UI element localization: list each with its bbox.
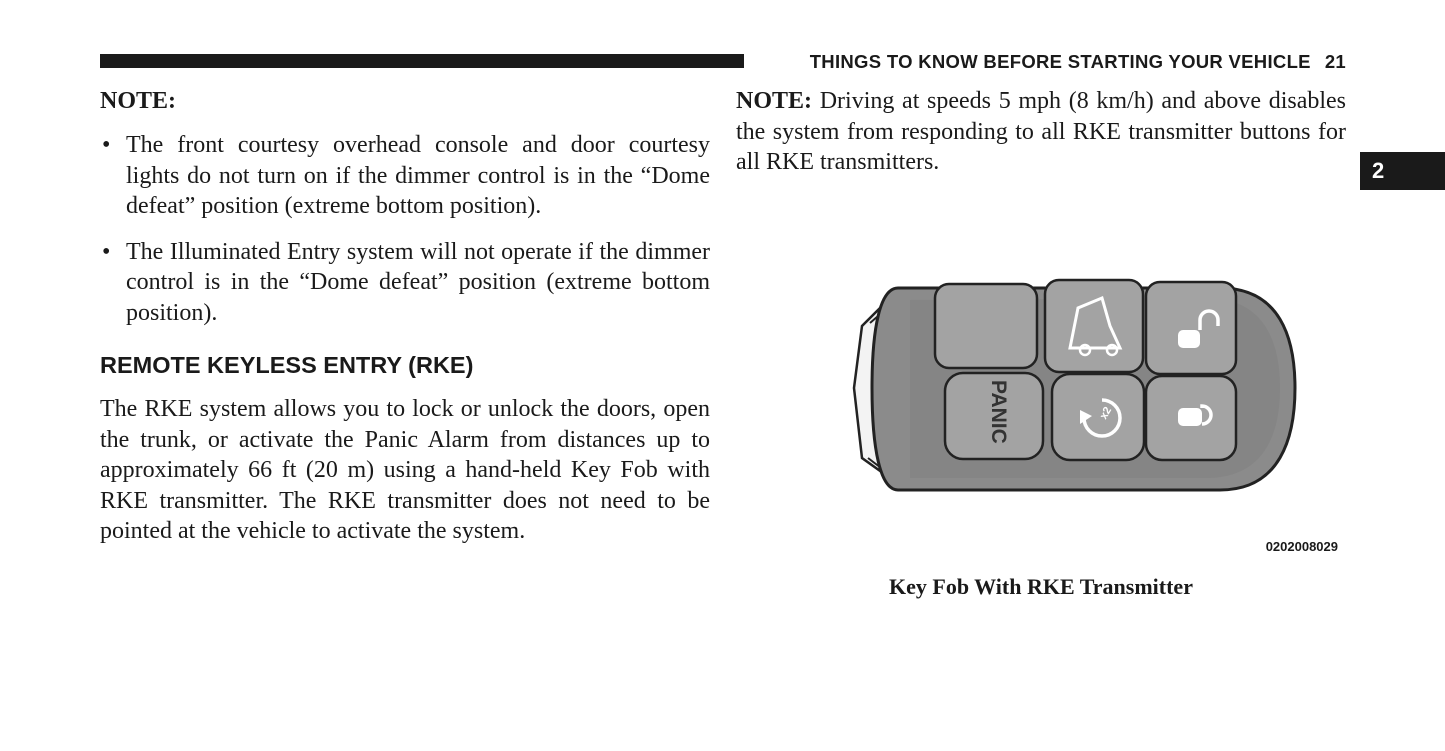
section-heading: REMOTE KEYLESS ENTRY (RKE) <box>100 352 474 378</box>
body-paragraph: The RKE system allows you to lock or unlock the doors, open the trunk, or activate the Panic Alarm from distances up to approximately 66 ft (20 m) using a hand-held Key Fob with RKE transmitter. The RKE transmitter does not need to be pointed at the vehicle to activate the system. <box>100 396 710 544</box>
chapter-tab: 2 <box>1360 152 1445 190</box>
bullet-text: The Illuminated Entry system will not operate if the dimmer control is in the “Dome defeat” position (extreme bottom position). <box>126 238 710 326</box>
right-column <box>736 86 1346 178</box>
note-text: Driving at speeds 5 mph (8 km/h) and above disables the system from responding to all RKE transmitter buttons for all RKE transmitters. <box>736 88 1347 175</box>
lock-icon <box>1178 408 1202 426</box>
header-title: THINGS TO KNOW BEFORE STARTING YOUR VEHICLE <box>809 51 1311 72</box>
header-rule <box>100 54 744 68</box>
running-header <box>760 51 1346 73</box>
note-paragraph <box>736 86 1346 178</box>
list-item <box>100 130 710 222</box>
bullet-text: The front courtesy overhead console and door courtesy lights do not turn on if the dimmer control is in the “Dome defeat” position (extreme bottom position). <box>126 132 710 219</box>
key-fob-illustration <box>840 268 1310 508</box>
note-label: NOTE: <box>100 88 177 114</box>
panic-label: PANIC <box>987 380 1010 444</box>
svg-text:x2: x2 <box>1097 404 1115 422</box>
left-column <box>100 86 710 547</box>
unlock-button <box>1146 282 1236 374</box>
unlock-icon <box>1178 330 1200 348</box>
bullet-icon: • <box>102 238 111 265</box>
trunk-button <box>1045 280 1143 372</box>
note-label: NOTE: <box>736 88 813 114</box>
figure-id: 0202008029 <box>1265 539 1338 554</box>
page-number: 21 <box>1324 51 1346 72</box>
bullet-icon: • <box>102 132 111 158</box>
note-bullet-list <box>100 130 710 328</box>
remote-start-button <box>1052 374 1144 460</box>
fob-button-top-left <box>935 284 1037 368</box>
list-item <box>100 237 710 329</box>
figure-caption: Key Fob With RKE Transmitter <box>889 574 1193 599</box>
